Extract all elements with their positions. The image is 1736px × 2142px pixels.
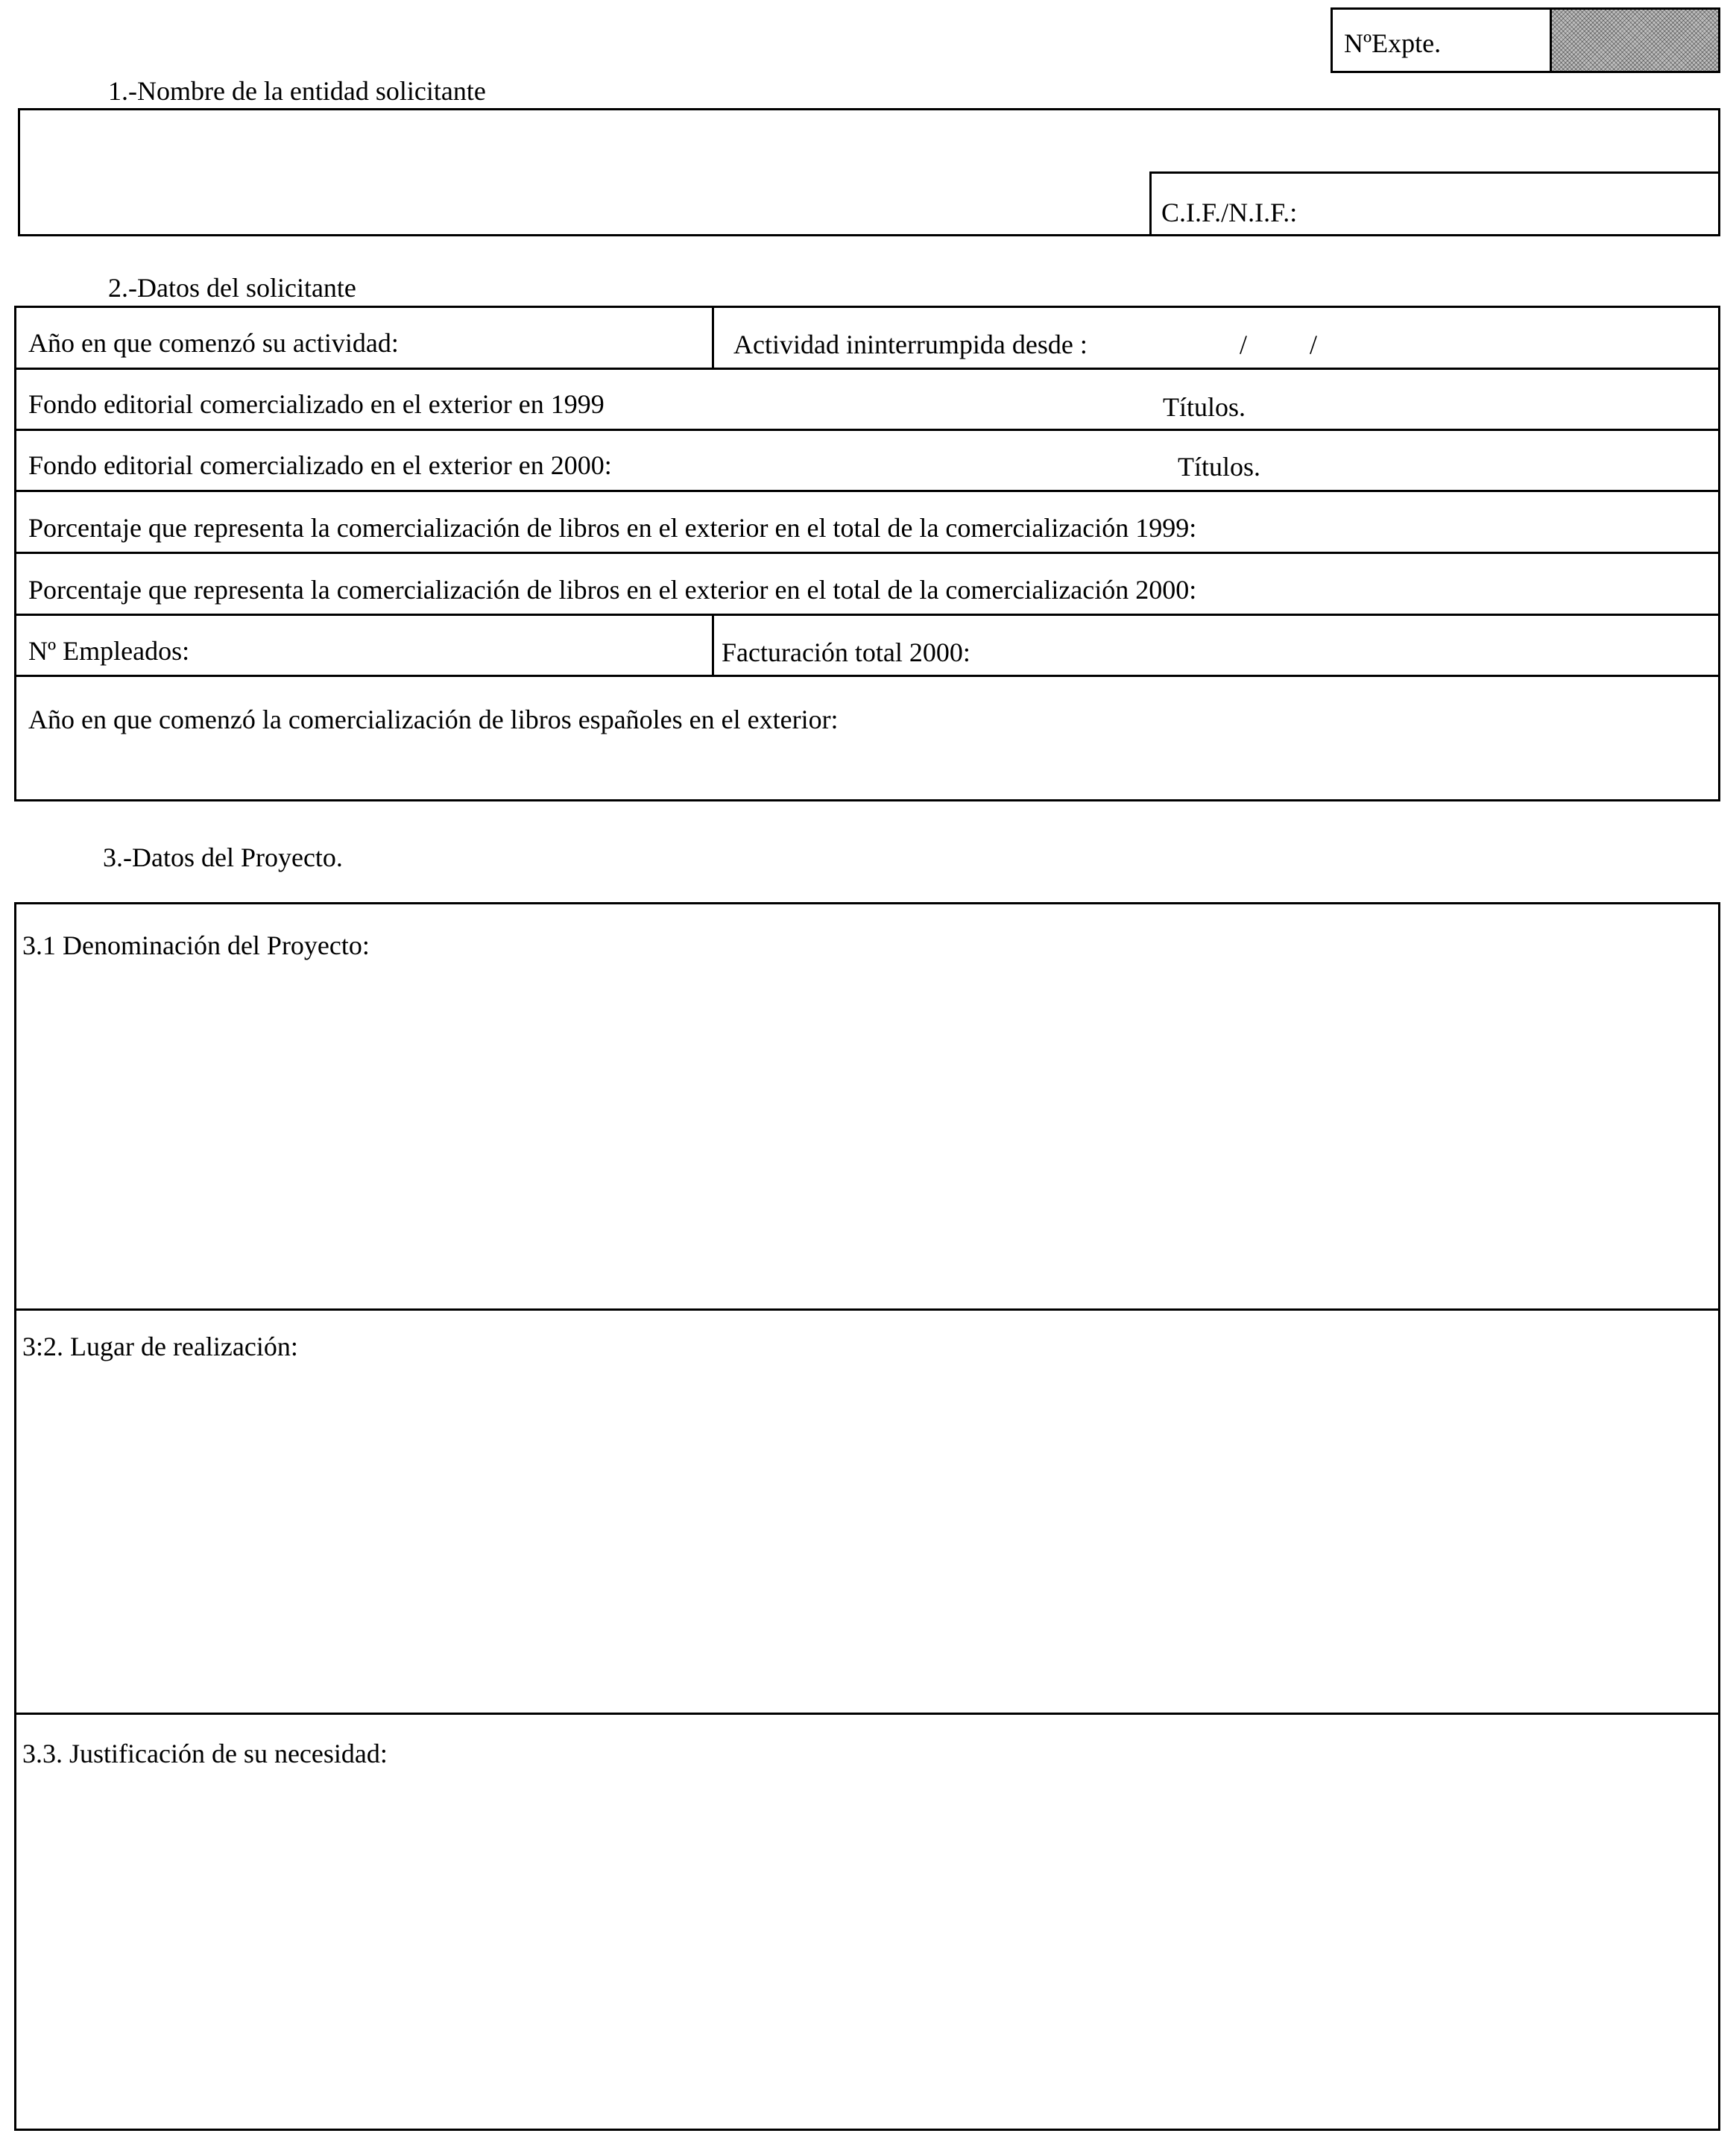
porcentaje-2000-label: Porcentaje que representa la comercialización de libros en el exterior en el total de la comercialización 2000: [28,575,1197,605]
row-line-5 [14,614,1720,616]
cif-top-line [1149,171,1720,174]
date-separator-2: / [1310,330,1318,359]
expediente-shaded-field[interactable] [1552,10,1718,71]
facturacion-label: Facturación total 2000: [722,637,970,667]
row-line-2 [14,429,1720,431]
inicio-actividad-label: Año en que comenzó su actividad: [28,328,399,358]
section3-title: 3.-Datos del Proyecto. [103,842,343,872]
cif-label: C.I.F./N.I.F.: [1161,198,1298,227]
row6-divider [712,614,714,675]
inicio-comercializacion-label: Año en que comenzó la comercialización de libros españoles en el exterior: [28,705,839,734]
expediente-label: NºExpte. [1344,28,1442,58]
denominacion-label[interactable]: 3.1 Denominación del Proyecto: [22,930,370,960]
fondo-2000-label: Fondo editorial comercializado en el exterior en 2000: [28,450,612,480]
row-line-3 [14,490,1720,492]
row-line-4 [14,552,1720,554]
section1-title: 1.-Nombre de la entidad solicitante [108,76,486,106]
row-line-6 [14,675,1720,677]
fondo-1999-label: Fondo editorial comercializado en el exterior en 1999 [28,389,605,419]
cif-left-line [1149,171,1152,236]
proyecto-line-2 [14,1713,1720,1715]
titulos-2000-label: Títulos. [1178,452,1261,482]
proyecto-table [14,902,1720,2131]
lugar-label[interactable]: 3:2. Lugar de realización: [22,1332,298,1361]
titulos-1999-label: Títulos. [1163,392,1246,422]
date-separator-1: / [1240,330,1248,359]
empleados-label: Nº Empleados: [28,636,190,666]
justificacion-label[interactable]: 3.3. Justificación de su necesidad: [22,1739,388,1768]
row1-divider [712,306,714,368]
actividad-desde-label: Actividad ininterrumpida desde : [733,330,1088,359]
proyecto-line-1 [14,1308,1720,1311]
section2-title: 2.-Datos del solicitante [108,273,356,303]
row-line-1 [14,368,1720,370]
porcentaje-1999-label: Porcentaje que representa la comercialización de libros en el exterior en el total de la comercialización 1999: [28,513,1197,543]
